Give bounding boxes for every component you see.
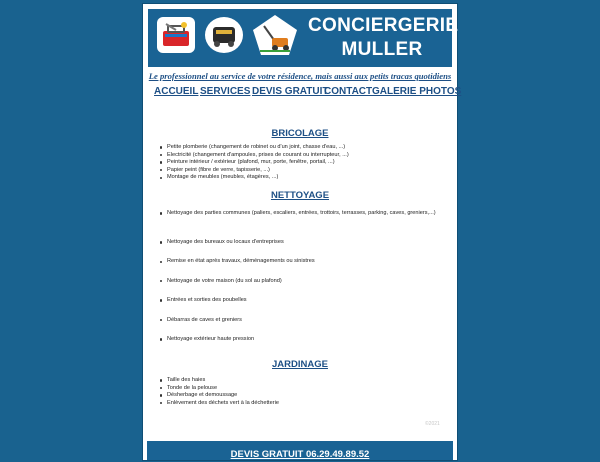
list-item: Electricité (changement d'ampoules, prises de courant ou interrupteur, ...) xyxy=(157,152,349,160)
list-item: Tonde de la pelouse xyxy=(157,385,279,393)
nav-accueil[interactable]: ACCUEIL xyxy=(154,86,199,97)
bricolage-list xyxy=(157,144,349,182)
section-title-bricolage: BRICOLAGE xyxy=(271,128,329,139)
footer-devis-link[interactable]: DEVIS GRATUIT 06.29.49.89.52 xyxy=(230,449,370,460)
list-item: Petite plomberie (changement de robinet ou d'un joint, chasse d'eau, ...) xyxy=(157,144,349,152)
list-item: Nettoyage des parties communes (paliers, escaliers, entrées, trottoirs, terrasses, parking, caves, greniers,...) xyxy=(157,210,445,239)
site-title-line1: CONCIERGERIE xyxy=(308,15,459,36)
lawn-mower-icon xyxy=(252,15,298,55)
nav-contact[interactable]: CONTACT xyxy=(324,86,373,97)
list-item: Montage de meubles (meubles, étagères, ...) xyxy=(157,174,349,182)
list-item: Entrées et sorties des poubelles xyxy=(157,297,445,316)
list-item: Enlèvement des déchets vert à la déchetterie xyxy=(157,400,279,408)
nav-galerie-photos[interactable]: GALERIE PHOTOS xyxy=(372,86,462,97)
list-item: Nettoyage de votre maison (du sol au plafond) xyxy=(157,278,445,297)
section-title-jardinage: JARDINAGE xyxy=(272,359,328,370)
header-banner xyxy=(148,9,459,67)
cleaning-machine-icon xyxy=(204,15,244,55)
list-item: Nettoyage extérieur haute pression xyxy=(157,336,445,355)
list-item: Remise en état après travaux, déménagements ou sinistres xyxy=(157,258,445,277)
nettoyage-list xyxy=(157,210,445,355)
footer-banner xyxy=(147,441,453,460)
main-nav xyxy=(143,86,462,102)
list-item: Débarras de caves et greniers xyxy=(157,317,445,336)
section-title-nettoyage: NETTOYAGE xyxy=(270,190,330,201)
list-item: Peinture intérieur / extérieur (plafond, mur, porte, fenêtre, portail, ...) xyxy=(157,159,349,167)
toolbox-icon xyxy=(156,15,196,55)
faint-mark: ©2021 xyxy=(425,421,440,427)
nav-devis-gratuit[interactable]: DEVIS GRATUIT xyxy=(252,86,329,97)
list-item: Nettoyage des bureaux ou locaux d'entreprises xyxy=(157,239,445,258)
tagline: Le professionnel au service de votre résidence, mais aussi aux petits tracas quotidiens xyxy=(148,71,452,81)
list-item: Désherbage et demoussage xyxy=(157,392,279,400)
page-container xyxy=(143,4,462,460)
list-item: Papier peint (fibre de verre, tapisserie, ...) xyxy=(157,167,349,175)
jardinage-list xyxy=(157,377,279,407)
nav-services[interactable]: SERVICES xyxy=(200,86,251,97)
list-item: Taille des haies xyxy=(157,377,279,385)
site-title-line2: MULLER xyxy=(341,39,423,60)
